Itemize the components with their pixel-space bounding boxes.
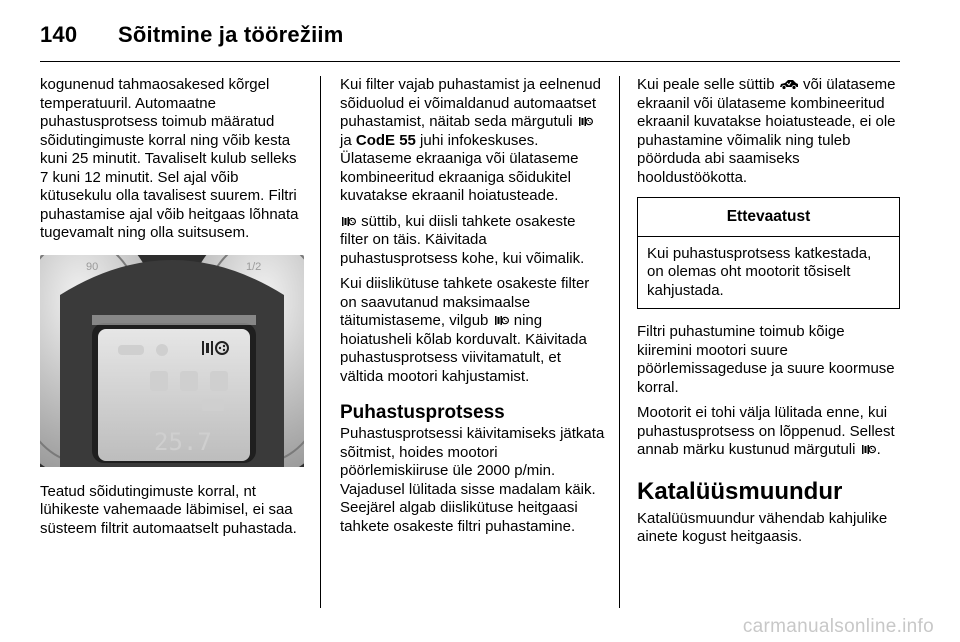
paragraph-cleaning-process: Puhastusprotsessi käivitamiseks jätkata sõitmist, hoides mootori pöörlemiskiiruse üle 2000 p/min. Vajadusel lülitada sisse madalam käik. Seejärel algab diislikütuse heitgaasi tahkete osakeste filtri puhastamine. bbox=[340, 425, 605, 535]
section-title: Sõitmine ja töörežiim bbox=[118, 22, 344, 47]
warning-body: Kui puhastusprotsess katkestada, on olemas oht mootorit tõsiselt kahjustada. bbox=[647, 244, 872, 299]
gauge-right-label: 1/2 bbox=[246, 260, 262, 273]
column-1 bbox=[40, 76, 306, 545]
watermark: carmanualsonline.info bbox=[742, 616, 934, 637]
paragraph-service-needed: Kui peale selle süttib või ülataseme ekraanil või ülataseme kombineeritud ekraanil kuvatakse hoiatusteade, ei ole puhastamine võimalik ning tuleb pöörduda abi saamiseks hooldustöökotta. bbox=[637, 76, 896, 186]
warning-box bbox=[637, 197, 900, 309]
paragraph-soot-burnoff: kogunenud tahmaosakesed kõrgel temperatuuril. Automaatne puhastusprotsess toimub määratud sõidutingimuste korral ning võib kesta kuni 25 minutit. Tavaliselt kulub selleks 7 kuni 12 minutit. Sel ajal võib kütusekulu olla tavalisest suurem. Filtri puhastamise ajal võib heitgaas lõhnata tugevamalt ning olla suitsusem. bbox=[40, 76, 299, 241]
car-service-icon bbox=[779, 79, 799, 90]
column-2 bbox=[340, 76, 606, 543]
gauge-left-label: 90 bbox=[86, 260, 99, 273]
paragraph-short-trips: Teatud sõidutingimuste korral, nt lühikeste vahemaade läbimisel, ei saa süsteem filtrit automaatselt puhastada. bbox=[40, 482, 297, 537]
column-divider-2 bbox=[619, 76, 620, 608]
warning-title: Ettevaatust bbox=[638, 198, 899, 237]
diesel-particle-filter-icon bbox=[341, 216, 356, 227]
paragraph-do-not-switch-off: Mootorit ei tohi välja lülitada enne, kui puhastusprotsess on lõppenud. Sellest annab märku kustunud märgutuli . bbox=[637, 404, 895, 458]
column-divider-1 bbox=[320, 76, 321, 608]
paragraph-filter-max: Kui diislikütuse tahkete osakeste filter on saavutanud maksimaalse täitumistaseme, vilgub ning hoiatusheli kõlab korduvalt. Käivitada puhastusprotsess viivitamatult, et vältida mootori kahjustamist. bbox=[340, 275, 590, 385]
display-readout: 25.7 bbox=[154, 427, 212, 456]
code-display: CodE 55 bbox=[355, 131, 416, 149]
diesel-particle-filter-icon bbox=[494, 315, 509, 326]
diesel-particle-filter-icon bbox=[861, 444, 876, 455]
header-rule bbox=[40, 61, 900, 62]
page-header bbox=[40, 22, 343, 48]
paragraph-filter-full: süttib, kui diisli tahkete osakeste filter on täis. Käivitada puhastusprotsess kohe, kui võimalik. bbox=[340, 212, 585, 267]
paragraph-filter-needs-cleaning: Kui filter vajab puhastamist ja eelnenud sõiduolud ei võimaldanud automaatset puhastamist, näitab seda märgutuli ja CodE 55 juhi infokeskuses. Ülataseme ekraaniga või ülataseme kombineeritud ekraaniga sõidukitel kuvatakse ekraanil hoiatusteade. bbox=[340, 76, 601, 204]
instrument-cluster-photo bbox=[40, 255, 304, 467]
heading-cleaning-process: Puhastusprotsess bbox=[340, 402, 505, 423]
diesel-particle-filter-icon bbox=[578, 116, 593, 127]
heading-catalytic-converter: Katalüüsmuundur bbox=[637, 477, 843, 505]
column-3 bbox=[637, 76, 903, 554]
paragraph-fastest-cleaning: Filtri puhastumine toimub kõige kiiremini mootori suure pöörlemissageduse ja suure koormuse korral. bbox=[637, 323, 895, 396]
paragraph-catalytic-converter: Katalüüsmuundur vähendab kahjulike ainete kogust heitgaasis. bbox=[637, 509, 888, 545]
page-number: 140 bbox=[40, 22, 78, 47]
